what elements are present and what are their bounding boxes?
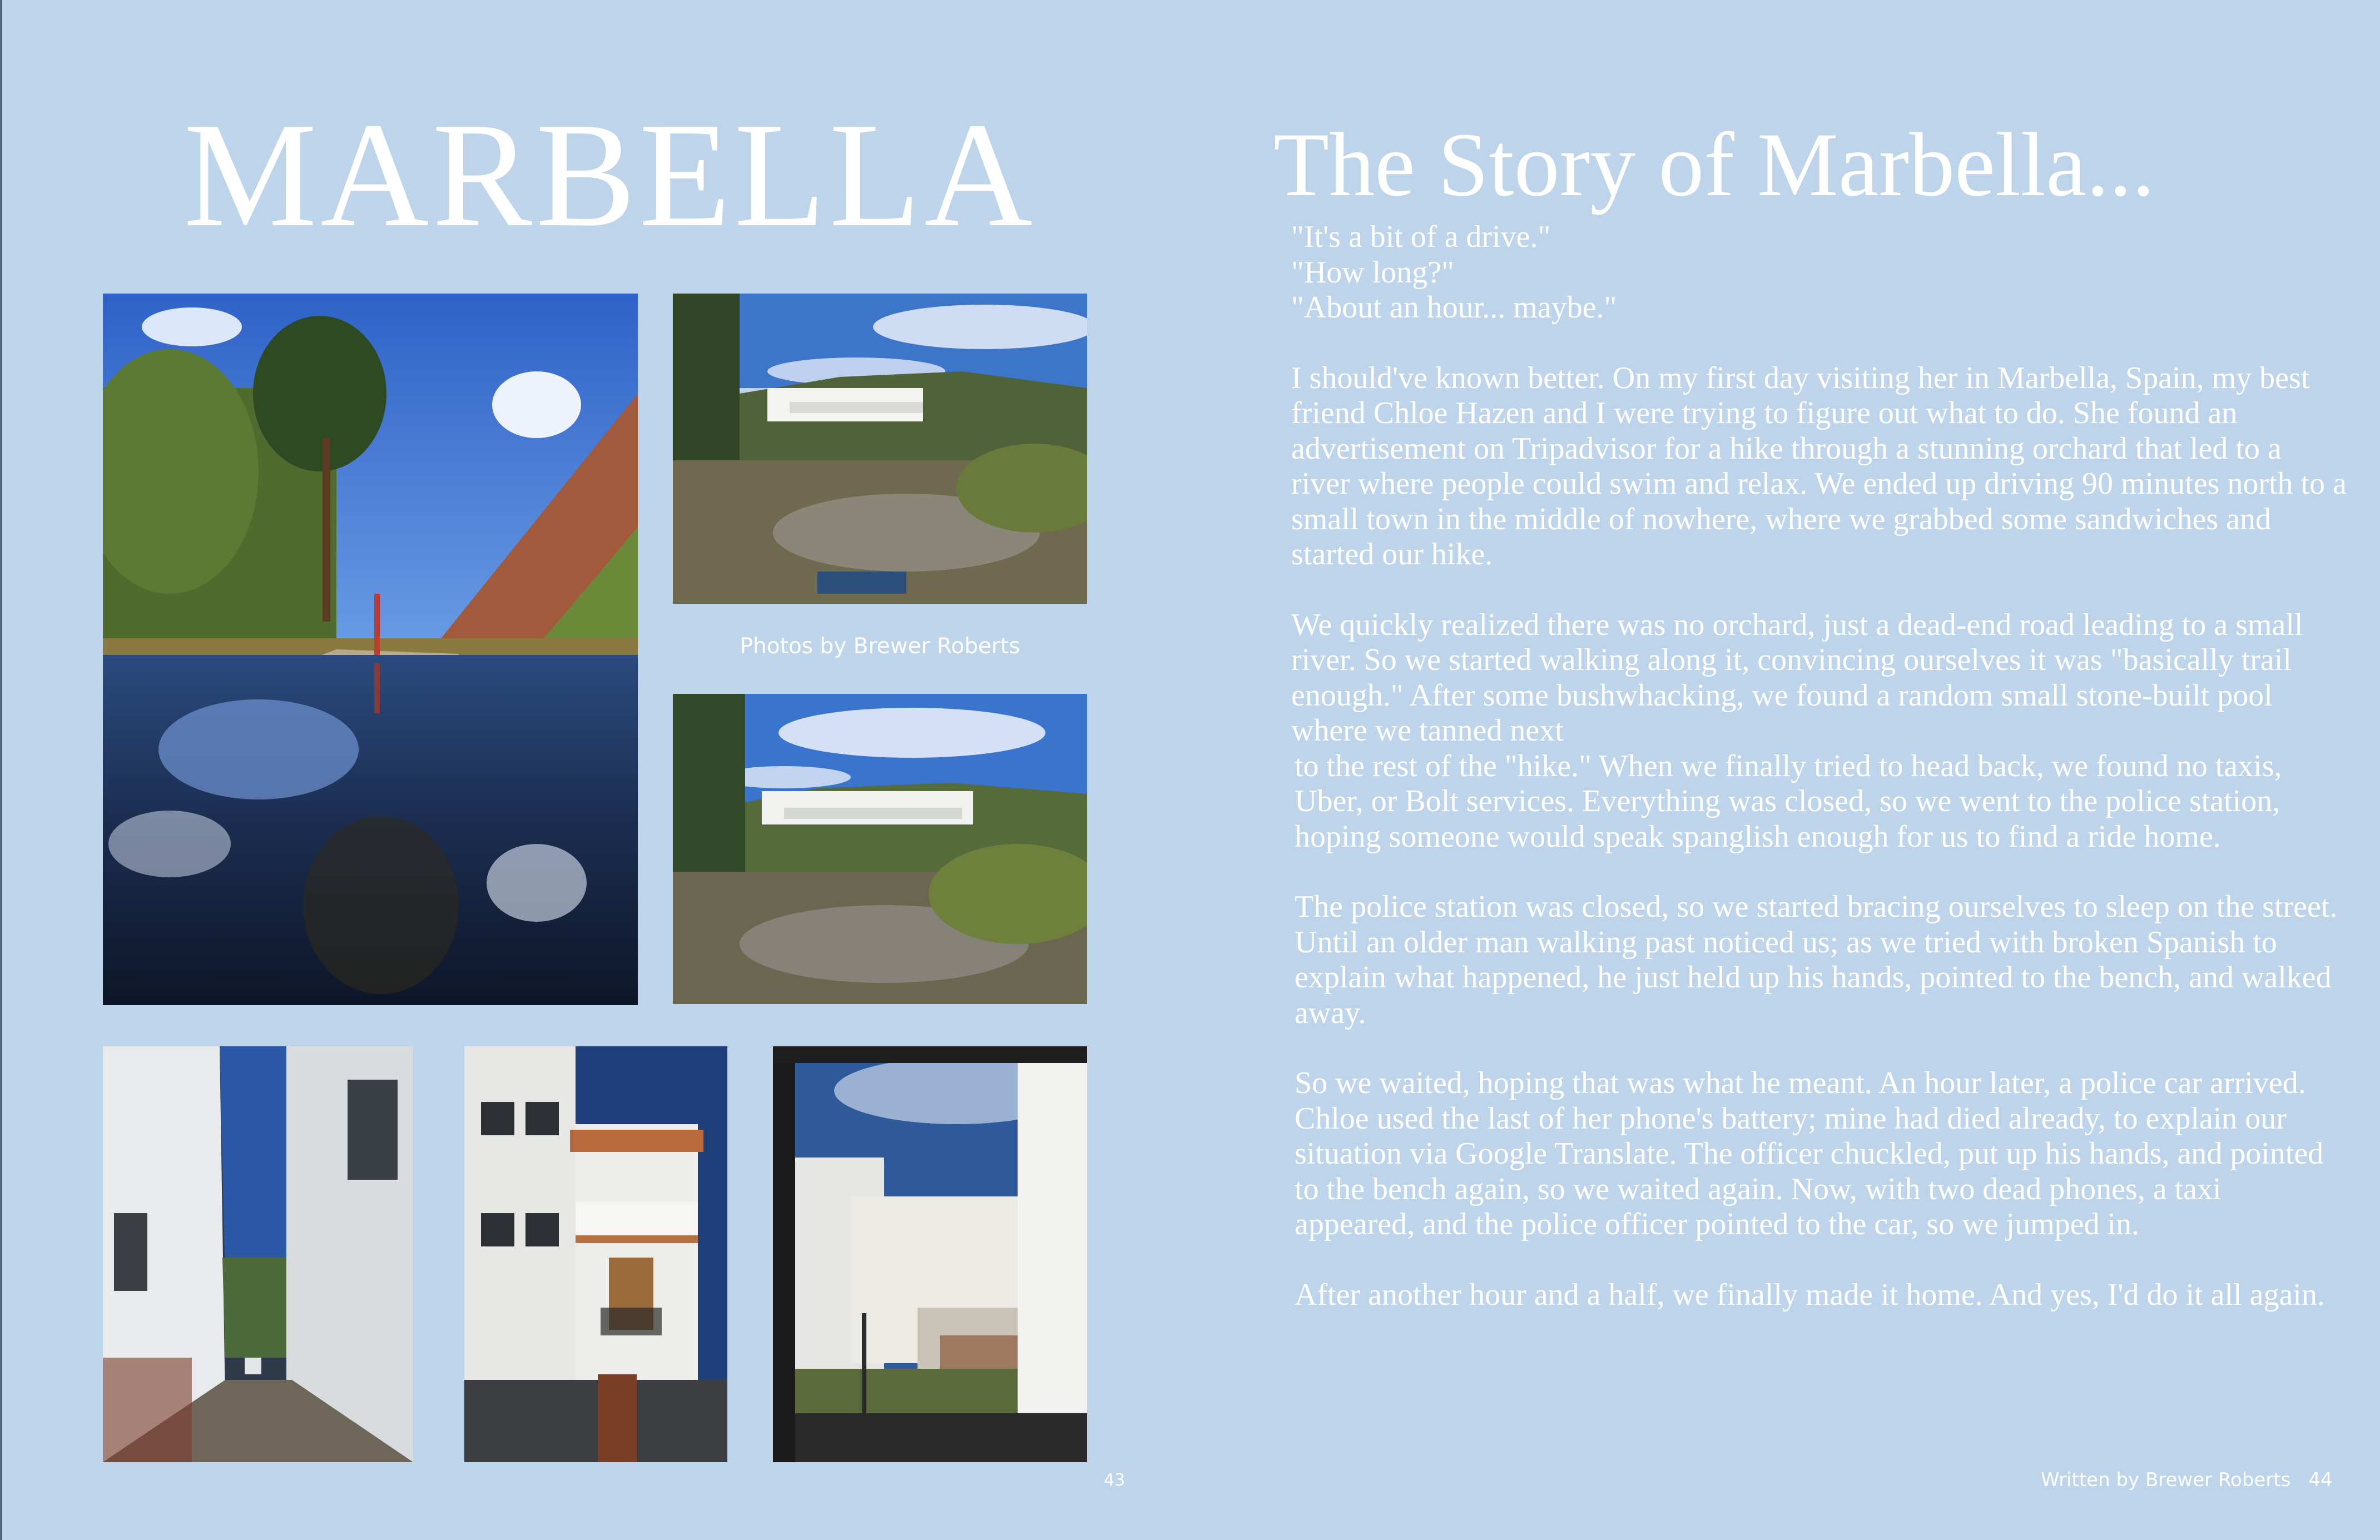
photo-river-pool xyxy=(103,294,638,1005)
photo-village-view xyxy=(773,1046,1087,1462)
photo-credit-caption: Photos by Brewer Roberts xyxy=(740,634,1020,659)
story-paragraph: So we waited, hoping that was what he meant. An hour later, a police car arrived. Chloe used the last of her phone's battery; mine had died already, to explain our situation via Google Translate. The officer chuckled, put up his hands, and pointed to the bench again, so we waited again. Now, with two dead phones, a taxi appeared, and the police officer pointed to the car, so we jumped in. xyxy=(1295,1066,2324,1241)
story-paragraph: I should've known better. On my first day visiting her in Marbella, Spain, my best friend Chloe Hazen and I were trying to figure out what to do. She found an advertisement on Tripadvisor for a hike through a stunning orchard that led to a river where people could swim and relax. We ended up driving 90 minutes north to a small town in the middle of nowhere, where we grabbed some sandwiches and started our hike. xyxy=(1291,360,2347,572)
left-page-title: MARBELLA xyxy=(184,92,1036,258)
dialogue-line: "About an hour... maybe." xyxy=(1291,290,1617,325)
photo-narrow-street xyxy=(103,1046,413,1462)
page-number-right: 44 xyxy=(2308,1469,2333,1491)
spread-edge xyxy=(0,0,2,1540)
story-title: The Story of Marbella... xyxy=(1273,115,2155,215)
story-body xyxy=(1291,220,2348,1348)
story-paragraph: After another hour and a half, we finally made it home. And yes, I'd do it all again. xyxy=(1295,1277,2325,1312)
page-number-left: 43 xyxy=(1104,1471,1125,1490)
story-paragraph: The police station was closed, so we started bracing ourselves to sleep on the street. Until an older man walking past noticed us; as we tried with broken Spanish to explain what happened, he just held up his hands, pointed to the bench, and walked away. xyxy=(1295,890,2338,1030)
photo-white-house xyxy=(464,1046,727,1462)
dialogue-line: "It's a bit of a drive." xyxy=(1291,220,1551,254)
story-paragraph: We quickly realized there was no orchard, just a dead-end road leading to a small river. So we started walking along it, convincing ourselves it was "basically trail enough." After some bushwhacking, we found a random small stone-built pool where we tanned next xyxy=(1291,607,2303,748)
right-footer xyxy=(2041,1469,2333,1491)
dialogue-line: "How long?" xyxy=(1291,255,1455,290)
author-byline: Written by Brewer Roberts xyxy=(2041,1469,2291,1491)
story-dialogue xyxy=(1291,220,2348,326)
story-paragraph: to the rest of the "hike." When we finally tried to head back, we found no taxis, Uber, or Bolt services. Everything was closed, so we went to the police station, hoping someone would speak spanglish enough for us to find a ride home. xyxy=(1295,748,2282,854)
photo-village-riverbed-top xyxy=(673,294,1087,604)
photo-village-riverbed-bottom xyxy=(673,694,1087,1004)
